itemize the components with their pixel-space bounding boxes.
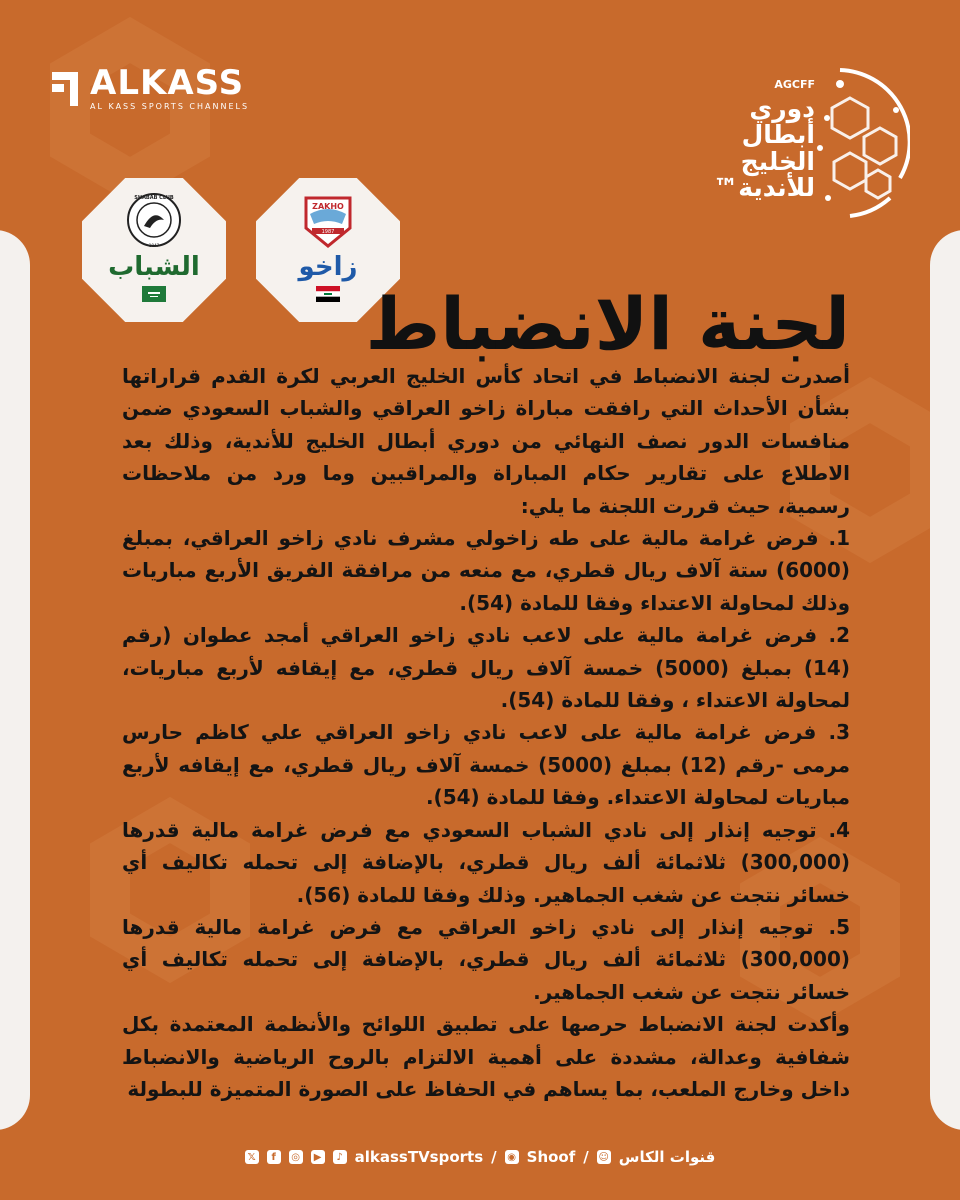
youtube-icon[interactable]: ▶ [311,1150,325,1164]
zakho-founded: 1987 [321,229,335,235]
iraq-flag-icon [316,286,340,302]
channels-label[interactable]: قنوات الكاس [618,1148,716,1166]
decision-1: 1. فرض غرامة مالية على طه زاخولي مشرف نادي زاخو العراقي، بمبلغ (6000) ستة آلاف ريال قطري، مع منعه من مرافقة الفريق الأربع مباريات وذلك لمحاولة الاعتداء وفقا للمادة (54). [122,526,850,615]
team-card-shabab [82,178,226,322]
right-side-tab [930,230,960,1130]
team-name-shabab: الشباب [108,252,200,282]
tiktok-icon[interactable]: ♪ [333,1150,347,1164]
snapchat-icon[interactable]: ☺ [598,1151,609,1163]
footer-separator-2: / [583,1148,589,1166]
shabab-badge-text: SHABAB CLUB [134,195,174,201]
facebook-icon[interactable]: f [267,1150,281,1164]
instagram-icon[interactable]: ◎ [289,1150,303,1164]
shoof-icon[interactable]: ◉ [505,1150,519,1164]
x-icon[interactable]: 𝕏 [245,1150,259,1164]
shoof-label[interactable]: Shoof [526,1148,576,1166]
alkass-logo [52,63,250,111]
league-logo [690,58,910,218]
zakho-crest-icon [298,190,358,250]
intro-paragraph: أصدرت لجنة الانضباط في اتحاد كأس الخليج العربي لكرة القدم قراراتها بشأن الأحداث التي رافقت مباراة زاخو العراقي والشباب السعودي ضمن منافسات الدور نصف النهائي من دوري أبطال الخليج للأندية، وذلك بعد الاطلاع على تقارير حكام المباراة والمراقبين وما ورد من ملاحظات رسمية، حيث قررت اللجنة ما يلي: [122,364,850,518]
brand-name: ALKASS [90,63,245,103]
left-side-tab [0,230,30,1130]
decision-2: 2. فرض غرامة مالية على لاعب نادي زاخو العراقي أمجد عطوان (رقم (14) بمبلغ (5000) خمسة آلاف ريال قطري، مع إيقافه لأربع مباريات، لمحاولة الاعتداء ، وفقا للمادة (54). [122,623,850,713]
alkass-mark-icon [52,72,82,106]
zakho-badge-text: ZAKHO [312,202,344,211]
shabab-crest-icon [124,190,184,250]
saudi-flag-icon [142,286,166,302]
decision-4: 4. توجيه إنذار إلى نادي الشباب السعودي مع فرض غرامة مالية قدرها (300,000) ثلاثمائة ألف ريال قطري، بالإضافة إلى تحمله تكاليف أي خسائر نتجت عن شغب الجماهير. وذلك وفقا للمادة (56). [122,817,850,907]
league-abbr: AGCFF [774,78,815,91]
closing-paragraph: وأكدت لجنة الانضباط حرصها على تطبيق اللوائح والأنظمة المعتمدة بكل شفافية وعدالة، مشددة على أهمية الالتزام بالروح الرياضية والانضباط داخل وخارج الملعب، بما يساهم في الحفاظ على الصورة المتميزة للبطولة [122,1012,850,1101]
social-handle[interactable]: alkassTVsports [354,1148,484,1166]
league-name: دوري أبطال الخليج للأندية™ [713,94,815,202]
footer [0,1148,960,1166]
team-name-zakho: زاخو [298,252,358,282]
decision-3: 3. فرض غرامة مالية على لاعب نادي زاخو العراقي علي كاظم حارس مرمى -رقم (12) بمبلغ (5000) خمسة آلاف ريال قطري، مع إيقافه لأربع مباريات لمحاولة الاعتداء. وفقا للمادة (54). [122,720,850,810]
announcement-body [122,360,850,1105]
decision-5: 5. توجيه إنذار إلى نادي زاخو العراقي مع فرض غرامة مالية قدرها (300,000) ثلاثمائة ألف ريال قطري، بالإضافة إلى تحمله تكاليف أي خسائر نتجت عن شغب الجماهير. [122,914,850,1004]
shabab-founded: 1947 [148,243,160,248]
footer-separator: / [491,1148,497,1166]
page-title: لجنة الانضباط [365,282,850,366]
brand-tagline: AL KASS SPORTS CHANNELS [90,102,250,111]
